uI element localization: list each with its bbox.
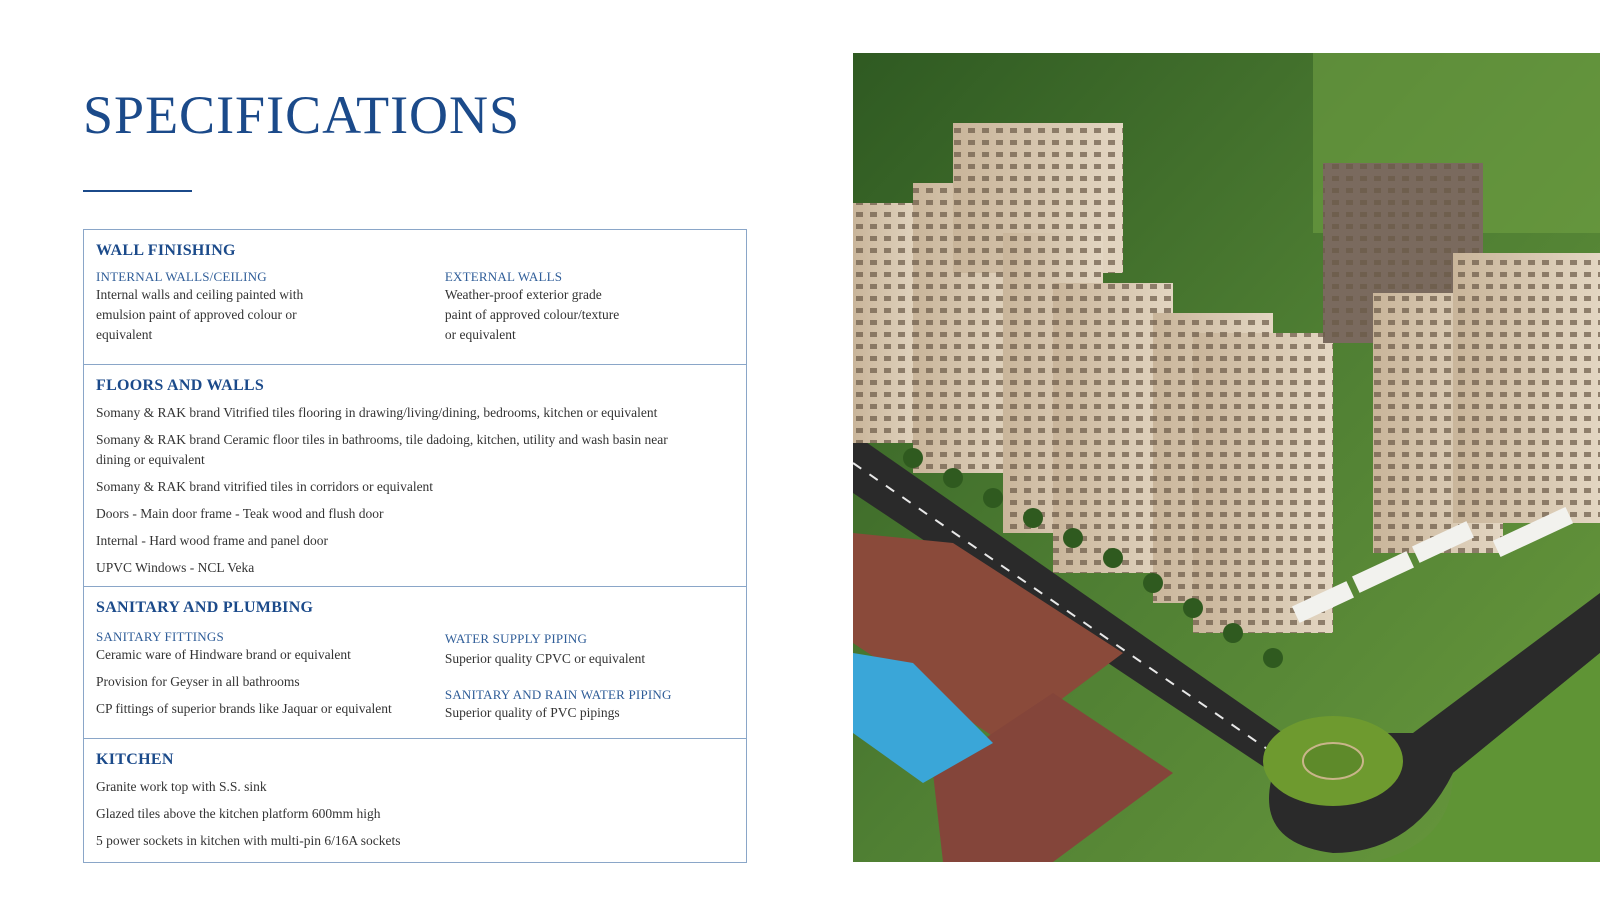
spec-line: equivalent: [96, 327, 153, 342]
external-walls-column: [445, 269, 734, 345]
page-title: SPECIFICATIONS: [83, 85, 521, 145]
subsection-title: INTERNAL WALLS/CEILING: [96, 269, 267, 284]
spec-line: Superior quality CPVC or equivalent: [444, 651, 646, 666]
spec-line: Granite work top with S.S. sink: [96, 779, 267, 794]
spec-line: Weather-proof exterior grade: [444, 287, 602, 302]
subsection-title: WATER SUPPLY PIPING: [444, 631, 588, 646]
spec-line: Glazed tiles above the kitchen platform 600mm high: [96, 806, 381, 821]
spec-line: or equivalent: [444, 327, 516, 342]
spec-line: Internal - Hard wood frame and panel door: [96, 533, 329, 548]
aerial-project-photo: [853, 53, 1600, 862]
section-title: FLOORS AND WALLS: [96, 377, 265, 394]
sanitary-fittings-column: [96, 629, 445, 723]
section-kitchen: [84, 738, 746, 862]
spec-line: Somany & RAK brand Ceramic floor tiles in bathrooms, tile dadoing, kitchen, utility and wash basin near: [96, 432, 668, 447]
section-title: SANITARY AND PLUMBING: [96, 599, 314, 616]
subsection-title: SANITARY AND RAIN WATER PIPING: [444, 687, 672, 702]
spec-line: Doors - Main door frame - Teak wood and flush door: [96, 506, 384, 521]
spec-line: Internal walls and ceiling painted with: [96, 287, 304, 302]
spec-line: emulsion paint of approved colour or: [96, 307, 297, 322]
section-sanitary-and-plumbing: [84, 586, 746, 738]
spec-line: 5 power sockets in kitchen with multi-pin 6/16A sockets: [96, 833, 401, 848]
section-title: WALL FINISHING: [96, 242, 236, 259]
spec-line: Somany & RAK brand vitrified tiles in corridors or equivalent: [96, 479, 434, 494]
subsection-title: EXTERNAL WALLS: [444, 269, 563, 284]
section-floors-and-walls: [84, 364, 746, 586]
title-underline: [83, 190, 192, 192]
section-title: KITCHEN: [96, 751, 174, 768]
spec-line: UPVC Windows - NCL Veka: [96, 560, 255, 575]
spec-line: paint of approved colour/texture: [444, 307, 620, 322]
piping-column: [445, 629, 734, 723]
internal-walls-column: [96, 269, 445, 345]
spec-line: dining or equivalent: [96, 452, 205, 467]
spec-line: Somany & RAK brand Vitrified tiles flooring in drawing/living/dining, bedrooms, kitchen or equivalent: [96, 405, 658, 420]
spec-line: Provision for Geyser in all bathrooms: [96, 674, 300, 689]
section-wall-finishing: [84, 230, 746, 364]
spec-line: CP fittings of superior brands like Jaquar or equivalent: [96, 701, 392, 716]
spec-line: Superior quality of PVC pipings: [444, 705, 620, 720]
specifications-table: [83, 229, 747, 863]
subsection-title: SANITARY FITTINGS: [96, 629, 224, 644]
spec-line: Ceramic ware of Hindware brand or equivalent: [96, 647, 351, 662]
